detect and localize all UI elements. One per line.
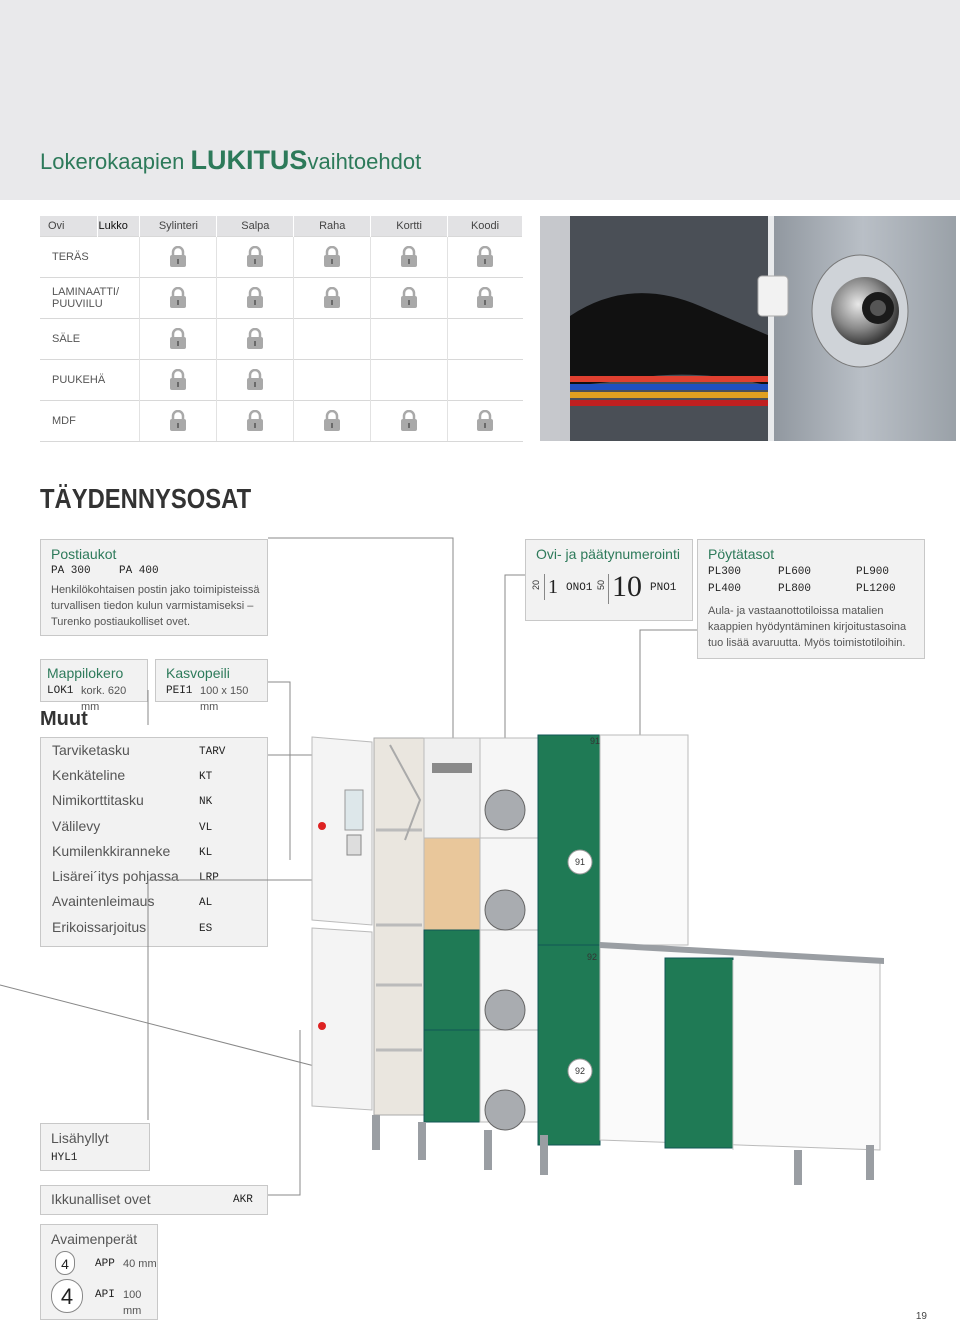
lock-table-header: [40, 216, 523, 236]
poytatasot-code: PL600: [778, 566, 812, 578]
lock-cell: [448, 236, 523, 277]
lock-cell: [448, 400, 523, 441]
poytatasot-description: Aula- ja vastaanottotiloissa matalien kaappien hyödyntäminen kirjoitustasoina tuo lisää avaruutta. Myös toimistotiloihin.: [708, 605, 907, 649]
padlock-icon: [476, 287, 494, 309]
muut-item-code: NK: [199, 796, 213, 808]
muut-item-code: LRP: [199, 872, 219, 884]
padlock-icon: [323, 410, 341, 432]
lock-cell: [217, 359, 294, 400]
padlock-icon: [400, 410, 418, 432]
postiaukot-code-pa400: PA 400: [119, 565, 159, 577]
muut-item-code: TARV: [199, 746, 226, 758]
lock-cell: [371, 277, 448, 318]
padlock-icon: [246, 410, 264, 432]
padlock-icon: [246, 369, 264, 391]
numerointi-code-pno1: PNO1: [650, 582, 677, 594]
ikkunalliset-code: AKR: [233, 1194, 253, 1206]
avaimenperat-size-app: 40 mm: [123, 1258, 157, 1270]
mappilokero-code: LOK1: [47, 685, 74, 697]
muut-item-label: Kumilenkkiranneke: [52, 843, 171, 859]
door-type-label: SÄLE: [40, 318, 140, 359]
lock-cell: [140, 318, 217, 359]
kasvopeili-code: PEI1: [166, 685, 193, 697]
header-ovi: Ovi: [40, 216, 98, 236]
lock-cell: [294, 277, 371, 318]
avaimenperat-title: Avaimenperät: [51, 1231, 138, 1247]
lock-table-row: [40, 400, 523, 441]
lock-cell: [140, 277, 217, 318]
numerointi-code-ono1: ONO1: [566, 582, 593, 594]
lock-cell: [217, 400, 294, 441]
numerointi-sample-1: 1: [548, 576, 558, 598]
keytag-large-icon: 4: [51, 1279, 83, 1313]
kasvopeili-size: 100 x 150 mm: [200, 685, 249, 713]
padlock-icon: [169, 410, 187, 432]
ikkunalliset-box: [40, 1185, 268, 1215]
muut-item-label: Kenkäteline: [52, 767, 126, 783]
numerointi-title: Ovi- ja päätynumerointi: [536, 546, 680, 562]
locker-cabinet-illustration: [0, 530, 960, 1290]
lock-cell: [448, 359, 523, 400]
lock-cell: [294, 400, 371, 441]
header-salpa: Salpa: [217, 216, 294, 236]
poytatasot-code: PL1200: [856, 583, 896, 595]
header-koodi: Koodi: [448, 216, 523, 236]
cabinet-tag-91: 91: [575, 857, 586, 867]
door-type-label: LAMINAATTI/ PUUVIILU: [40, 277, 140, 318]
lock-cell: [371, 400, 448, 441]
muut-item-code: ES: [199, 923, 213, 935]
lock-cell: [294, 236, 371, 277]
padlock-icon: [476, 246, 494, 268]
muut-item-label: Lisärei´itys pohjassa: [52, 868, 179, 884]
numerointi-height-50: 50: [596, 579, 607, 591]
muut-item-code: VL: [199, 822, 213, 834]
ikkunalliset-title: Ikkunalliset ovet: [51, 1191, 151, 1207]
keytag-small-icon: 4: [55, 1251, 75, 1275]
numerointi-sample-10: 10: [612, 570, 642, 603]
lock-table-row: [40, 277, 523, 318]
avaimenperat-code-app: APP: [95, 1258, 115, 1270]
mappilokero-title: Mappilokero: [47, 665, 124, 681]
page-number: 19: [915, 1311, 927, 1322]
poytatasot-code: PL800: [778, 583, 812, 595]
lock-table-row: [40, 359, 523, 400]
padlock-icon: [169, 246, 187, 268]
poytatasot-code: PL900: [856, 566, 890, 578]
lock-cell: [294, 359, 371, 400]
poytatasot-code: PL300: [708, 566, 742, 578]
poytatasot-code: PL400: [708, 583, 742, 595]
muut-item-label: Tarviketasku: [52, 742, 130, 758]
cabinet-label-91: 91: [590, 736, 601, 746]
muut-item-code: KT: [199, 771, 213, 783]
lock-cell: [448, 277, 523, 318]
lisahyllyt-title: Lisähyllyt: [51, 1130, 109, 1146]
poytatasot-title: Pöytätasot: [708, 546, 775, 562]
padlock-icon: [476, 410, 494, 432]
muut-item-label: Erikoissarjoitus: [52, 919, 147, 935]
lock-cell: [217, 318, 294, 359]
postiaukot-code-pa300: PA 300: [51, 565, 91, 577]
lock-cell: [217, 236, 294, 277]
door-type-label: PUUKEHÄ: [40, 359, 140, 400]
door-type-label: TERÄS: [40, 236, 140, 277]
lock-table-row: [40, 318, 523, 359]
door-type-label: MDF: [40, 400, 140, 441]
padlock-icon: [400, 287, 418, 309]
padlock-icon: [246, 287, 264, 309]
combination-lock-photo: [540, 216, 956, 441]
cabinet-tag-92: 92: [575, 1066, 586, 1076]
muut-item-label: Avaintenleimaus: [52, 893, 155, 909]
padlock-icon: [246, 246, 264, 268]
lock-table-row: [40, 236, 523, 277]
lock-cell: [140, 400, 217, 441]
muut-item-code: AL: [199, 897, 213, 909]
muut-item-label: Välilevy: [52, 818, 101, 834]
lock-cell: [217, 277, 294, 318]
padlock-icon: [169, 369, 187, 391]
header-kortti: Kortti: [371, 216, 448, 236]
lock-cell: [371, 359, 448, 400]
lisahyllyt-code: HYL1: [51, 1152, 78, 1164]
cabinet-label-92: 92: [587, 952, 598, 962]
avaimenperat-box: [40, 1224, 158, 1320]
section-heading-taydennysosat: TÄYDENNYSOSAT: [40, 483, 252, 514]
lock-cell: [294, 318, 371, 359]
kasvopeili-title: Kasvopeili: [166, 665, 230, 681]
lock-cell: [140, 236, 217, 277]
avaimenperat-code-api: API: [95, 1289, 115, 1301]
lock-options-table: [40, 216, 523, 442]
muut-item-code: KL: [199, 847, 213, 859]
header-lukko: Lukko: [98, 216, 140, 236]
page-title: Lokerokaapien LUKITUSvaihtoehdot: [40, 145, 422, 175]
postiaukot-title: Postiaukot: [51, 546, 117, 562]
numerointi-height-20: 20: [531, 579, 542, 591]
lock-cell: [140, 359, 217, 400]
header-raha: Raha: [294, 216, 371, 236]
padlock-icon: [246, 328, 264, 350]
lock-cell: [371, 318, 448, 359]
padlock-icon: [323, 246, 341, 268]
padlock-icon: [169, 287, 187, 309]
lock-cell: [448, 318, 523, 359]
padlock-icon: [400, 246, 418, 268]
lock-cell: [371, 236, 448, 277]
padlock-icon: [323, 287, 341, 309]
padlock-icon: [169, 328, 187, 350]
section-heading-muut: Muut: [40, 708, 88, 730]
avaimenperat-size-api: 100 mm: [123, 1289, 142, 1317]
muut-item-label: Nimikorttitasku: [52, 792, 144, 808]
postiaukot-description: Henkilökohtaisen postin jako toimipisteissä turvallisen tiedon kulun varmistamiseksi – Turenko postiaukolliset ovet.: [51, 584, 260, 628]
header-sylinteri: Sylinteri: [140, 216, 217, 236]
mappilokero-size: kork. 620 mm: [81, 685, 127, 713]
lisahyllyt-box: [40, 1123, 150, 1171]
